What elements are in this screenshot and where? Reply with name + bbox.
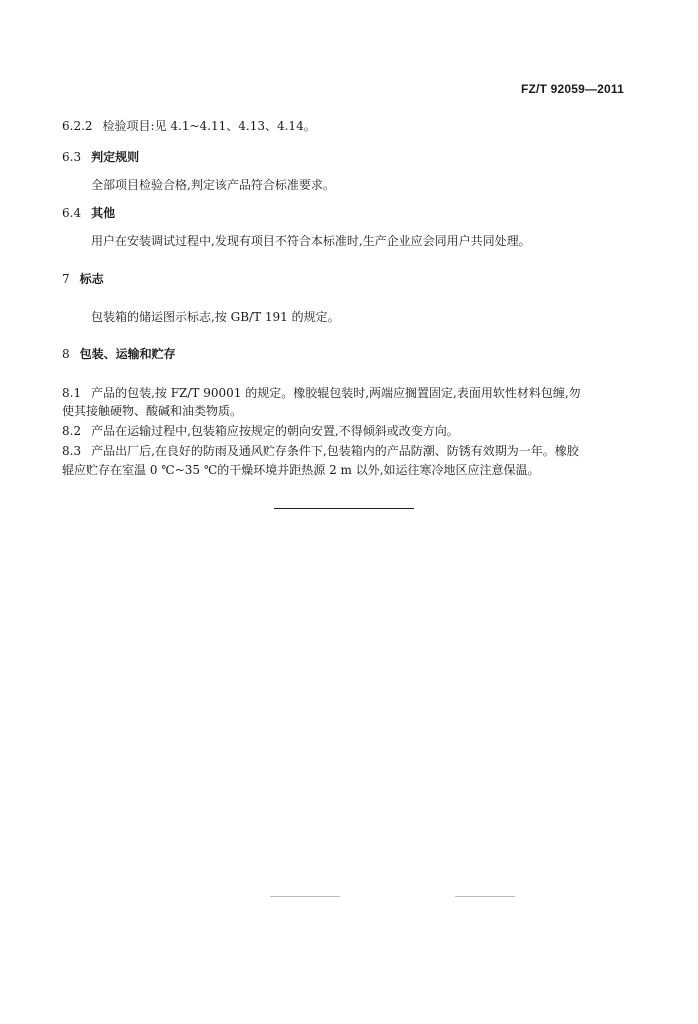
heading-6-4: [62, 204, 115, 222]
heading-8: [62, 345, 176, 363]
clause-number: 8.1: [62, 386, 82, 400]
heading-number: 7: [62, 272, 70, 286]
paragraph-7: 包装箱的储运图示标志,按 GB/T 191 的规定。: [91, 310, 340, 324]
clause-8-3-line-1: [62, 442, 579, 460]
heading-title: 其他: [91, 206, 116, 220]
paragraph-6-3: 全部项目检验合格,判定该产品符合标准要求。: [91, 178, 335, 192]
clause-number: 6.2.2: [62, 119, 93, 133]
end-rule: [274, 508, 414, 509]
heading-number: 8: [62, 347, 70, 361]
clause-number: 8.3: [62, 444, 82, 458]
clause-6-2-2: [62, 117, 316, 135]
clause-8-3-line-2: 辊应贮存在室温 0 ℃~35 ℃的干燥环境并距热源 2 m 以外,如运往寒冷地区应注意保温。: [62, 463, 540, 477]
heading-number: 6.3: [62, 150, 82, 164]
paragraph-6-4: 用户在安装调试过程中,发现有项目不符合本标准时,生产企业应会同用户共同处理。: [91, 234, 531, 248]
heading-title: 判定规则: [91, 150, 140, 164]
standard-code-header: FZ/T 92059—2011: [520, 82, 624, 96]
heading-6-3: [62, 148, 139, 166]
clause-text: 产品在运输过程中,包装箱应按规定的朝向安置,不得倾斜或改变方向。: [91, 424, 459, 438]
heading-number: 6.4: [62, 206, 82, 220]
heading-7: [62, 270, 104, 288]
clause-text: 产品出厂后,在良好的防雨及通风贮存条件下,包装箱内的产品防潮、防锈有效期为一年。橡胶: [91, 444, 579, 458]
scan-artifact: [455, 896, 515, 897]
clause-text: 检验项目:见 4.1~4.11、4.13、4.14。: [102, 119, 316, 133]
clause-number: 8.2: [62, 424, 82, 438]
clause-8-1-line-2: 使其接触硬物、酸碱和油类物质。: [62, 404, 243, 418]
scan-artifact: [270, 896, 340, 897]
clause-8-1-line-1: [62, 384, 581, 402]
clause-8-2: [62, 422, 459, 440]
heading-title: 标志: [79, 272, 104, 286]
heading-title: 包装、运输和贮存: [79, 347, 176, 361]
clause-text: 产品的包装,按 FZ/T 90001 的规定。橡胶辊包装时,两端应搁置固定,表面用软性材料包缠,勿: [91, 386, 581, 400]
